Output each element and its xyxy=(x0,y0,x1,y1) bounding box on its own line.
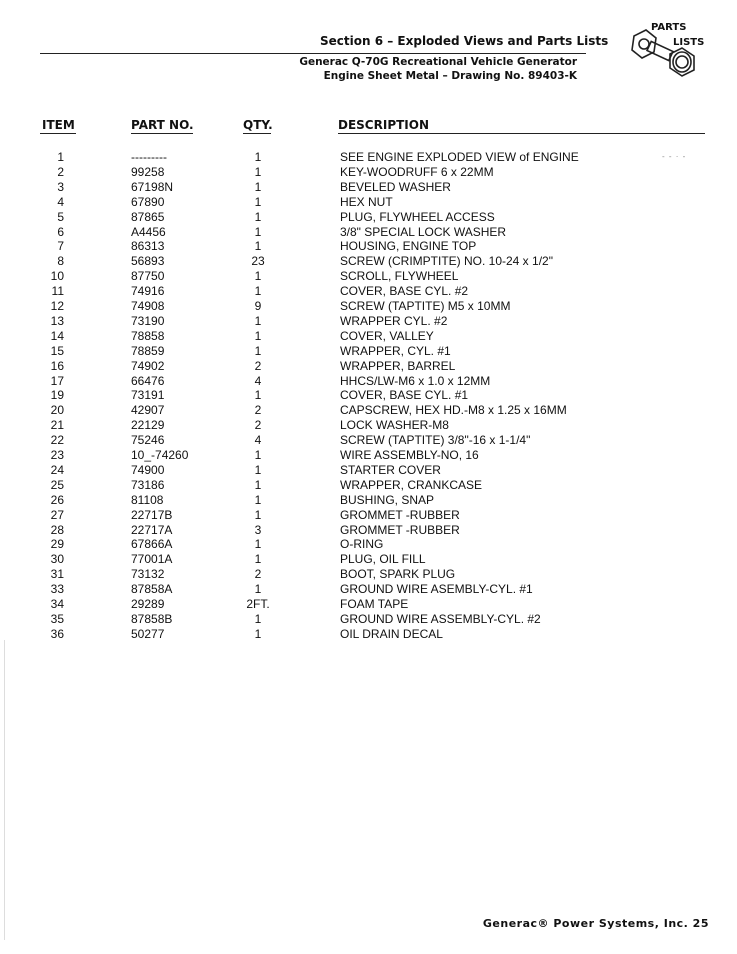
table-row xyxy=(0,329,737,344)
logo-lists-label: LISTS xyxy=(673,37,705,48)
table-row xyxy=(0,388,737,403)
item-number: 31 xyxy=(50,567,64,582)
section-title: Section 6 – Exploded Views and Parts Lists xyxy=(320,34,609,48)
part-number: 56893 xyxy=(131,254,165,269)
description: OIL DRAIN DECAL xyxy=(340,626,443,641)
description: COVER, BASE CYL. #1 xyxy=(340,388,469,403)
table-row xyxy=(0,374,737,389)
quantity: 1 xyxy=(254,179,262,194)
description: FOAM TAPE xyxy=(340,597,409,611)
description: 3/8" SPECIAL LOCK WASHER xyxy=(340,224,507,239)
item-number: 20 xyxy=(50,403,64,418)
part-number: 99258 xyxy=(131,164,165,179)
item-number: 12 xyxy=(50,299,64,313)
part-number: 73191 xyxy=(131,388,165,403)
description: GROMMET -RUBBER xyxy=(340,522,460,537)
quantity: 1 xyxy=(254,269,262,284)
table-row xyxy=(0,523,737,538)
quantity: 2 xyxy=(254,567,262,582)
part-number: 73132 xyxy=(131,567,165,582)
part-number: --------- xyxy=(131,150,167,164)
description: WRAPPER, CYL. #1 xyxy=(340,343,451,358)
table-row xyxy=(0,433,737,448)
description: STARTER COVER xyxy=(340,462,441,477)
table-row xyxy=(0,299,737,314)
part-number: 86313 xyxy=(131,239,165,254)
table-row xyxy=(0,344,737,359)
table-row xyxy=(0,418,737,433)
quantity: 1 xyxy=(254,150,262,164)
description: BEVELED WASHER xyxy=(340,179,451,194)
part-number: 74908 xyxy=(131,299,165,313)
part-number: 74902 xyxy=(131,358,165,373)
item-number: 22 xyxy=(50,433,64,448)
part-number: 73186 xyxy=(131,477,165,492)
item-number: 29 xyxy=(50,537,64,552)
table-row xyxy=(0,478,737,493)
table-row xyxy=(0,597,737,612)
description: SEE ENGINE EXPLODED VIEW of ENGINE xyxy=(340,150,579,164)
quantity: 1 xyxy=(254,284,262,299)
part-number: 66476 xyxy=(131,373,165,388)
item-number: 27 xyxy=(50,507,64,522)
description: PLUG, OIL FILL xyxy=(340,552,426,567)
part-number: 87858A xyxy=(131,582,173,597)
part-number: 77001A xyxy=(131,552,173,567)
description: SCREW (TAPTITE) M5 x 10MM xyxy=(340,299,511,313)
part-number: 29289 xyxy=(131,597,165,611)
quantity: 2 xyxy=(254,403,262,418)
quantity: 1 xyxy=(254,626,262,641)
description: GROUND WIRE ASSEMBLY-CYL. #2 xyxy=(340,611,541,626)
item-number: 5 xyxy=(57,209,64,224)
table-row xyxy=(0,567,737,582)
table-row xyxy=(0,225,737,240)
part-number: 22717A xyxy=(131,522,173,537)
quantity: 4 xyxy=(254,373,262,388)
quantity: 3 xyxy=(254,522,262,537)
quantity: 1 xyxy=(254,209,262,224)
item-number: 19 xyxy=(50,388,64,403)
part-number: A4456 xyxy=(131,224,166,239)
part-number: 75246 xyxy=(131,433,165,448)
item-number: 30 xyxy=(50,552,64,567)
table-row xyxy=(0,195,737,210)
part-number: 50277 xyxy=(131,626,165,641)
description: WRAPPER, BARREL xyxy=(340,358,456,373)
description: COVER, VALLEY xyxy=(340,328,434,343)
table-row xyxy=(0,359,737,374)
description: BOOT, SPARK PLUG xyxy=(340,567,456,582)
part-number: 81108 xyxy=(131,492,164,507)
item-number: 34 xyxy=(50,597,64,611)
quantity: 1 xyxy=(254,164,262,179)
quantity: 1 xyxy=(254,462,262,477)
part-number: 67198N xyxy=(131,179,174,194)
item-number: 28 xyxy=(50,522,64,537)
description: HOUSING, ENGINE TOP xyxy=(340,239,477,254)
table-row xyxy=(0,150,737,165)
item-number: 11 xyxy=(51,284,64,299)
item-number: 21 xyxy=(50,418,64,433)
part-number: 87750 xyxy=(131,269,165,284)
description: HHCS/LW-M6 x 1.0 x 12MM xyxy=(340,373,491,388)
quantity: 2 xyxy=(254,418,262,433)
part-number: 73190 xyxy=(131,313,165,328)
table-row xyxy=(0,314,737,329)
description: LOCK WASHER-M8 xyxy=(340,418,449,433)
description: WRAPPER CYL. #2 xyxy=(340,313,448,328)
part-number: 42907 xyxy=(131,403,165,418)
part-number: 10_-74260 xyxy=(131,448,189,462)
item-number: 14 xyxy=(50,328,64,343)
quantity: 1 xyxy=(254,477,262,492)
table-row xyxy=(0,537,737,552)
column-header-qty: QTY. xyxy=(243,118,273,132)
item-number: 6 xyxy=(57,224,64,239)
page-footer: Generac® Power Systems, Inc. 25 xyxy=(482,917,709,930)
quantity: 1 xyxy=(254,388,262,403)
quantity: 1 xyxy=(254,492,262,507)
description: HEX NUT xyxy=(340,194,393,209)
item-number: 35 xyxy=(50,611,64,626)
description-column-rule xyxy=(338,133,705,134)
drawing-title: Engine Sheet Metal – Drawing No. 89403-K xyxy=(323,70,577,82)
column-header-part-no: PART NO. xyxy=(131,118,194,132)
table-row xyxy=(0,403,737,418)
table-row xyxy=(0,493,737,508)
quantity: 9 xyxy=(254,299,262,313)
item-number: 7 xyxy=(57,239,64,254)
part-number: 22717B xyxy=(131,507,173,522)
quantity: 1 xyxy=(254,224,262,239)
table-row xyxy=(0,165,737,180)
item-number: 26 xyxy=(50,492,64,507)
item-number: 2 xyxy=(57,164,64,179)
description: SCREW (TAPTITE) 3/8"-16 x 1-1/4" xyxy=(340,433,531,448)
table-row xyxy=(0,552,737,567)
description: COVER, BASE CYL. #2 xyxy=(340,284,469,299)
table-row xyxy=(0,508,737,523)
table-row xyxy=(0,269,737,284)
item-number: 23 xyxy=(50,448,64,462)
table-row xyxy=(0,582,737,597)
header-divider xyxy=(40,53,586,54)
part-number: 78858 xyxy=(131,328,165,343)
quantity: 1 xyxy=(254,507,262,522)
item-number: 4 xyxy=(57,194,64,209)
table-row xyxy=(0,254,737,269)
part-number: 87858B xyxy=(131,611,173,626)
description: O-RING xyxy=(340,537,384,552)
item-number: 3 xyxy=(57,179,64,194)
part-number: 22129 xyxy=(131,418,165,433)
description: CAPSCREW, HEX HD.-M8 x 1.25 x 16MM xyxy=(340,403,567,418)
quantity: 4 xyxy=(254,433,262,448)
description: PLUG, FLYWHEEL ACCESS xyxy=(340,209,495,224)
description: KEY-WOODRUFF 6 x 22MM xyxy=(340,164,494,179)
part-number: 67890 xyxy=(131,194,165,209)
part-number: 78859 xyxy=(131,343,165,358)
quantity: 1 xyxy=(254,582,262,597)
item-number: 13 xyxy=(50,313,64,328)
item-number: 15 xyxy=(50,343,64,358)
quantity: 1 xyxy=(254,343,262,358)
quantity: 2FT. xyxy=(246,597,270,611)
part-number: 74900 xyxy=(131,462,165,477)
column-header-description: DESCRIPTION xyxy=(338,118,430,132)
part-number: 74916 xyxy=(131,284,165,299)
qty-column-rule xyxy=(243,133,271,134)
quantity: 1 xyxy=(254,194,262,209)
table-row xyxy=(0,448,737,463)
column-header-item: ITEM xyxy=(42,118,75,132)
description: SCREW (CRIMPTITE) NO. 10-24 x 1/2" xyxy=(340,254,553,269)
quantity: 1 xyxy=(254,313,262,328)
quantity: 2 xyxy=(254,358,262,373)
item-number: 16 xyxy=(50,358,64,373)
quantity: 1 xyxy=(254,552,262,567)
part-column-rule xyxy=(131,133,193,134)
item-number: 33 xyxy=(50,582,64,597)
part-number: 67866A xyxy=(131,537,173,552)
item-number: 10 xyxy=(50,269,64,284)
description: GROUND WIRE ASEMBLY-CYL. #1 xyxy=(340,582,533,597)
item-number: 17 xyxy=(50,373,64,388)
table-row xyxy=(0,612,737,627)
description: GROMMET -RUBBER xyxy=(340,507,460,522)
item-number: 8 xyxy=(57,254,64,269)
table-row xyxy=(0,284,737,299)
quantity: 1 xyxy=(254,611,262,626)
item-number: 25 xyxy=(50,477,64,492)
quantity: 1 xyxy=(254,328,262,343)
item-column-rule xyxy=(40,133,76,134)
quantity: 1 xyxy=(254,239,262,254)
description: WRAPPER, CRANKCASE xyxy=(340,477,483,492)
description: WIRE ASSEMBLY-NO, 16 xyxy=(340,448,479,462)
table-row xyxy=(0,627,737,642)
item-number: 1 xyxy=(57,150,64,164)
table-row xyxy=(0,210,737,225)
item-number: 24 xyxy=(50,462,64,477)
logo-parts-label: PARTS xyxy=(651,22,687,33)
scan-edge-line xyxy=(4,640,5,940)
table-row xyxy=(0,463,737,478)
table-row xyxy=(0,239,737,254)
quantity: 1 xyxy=(254,448,262,462)
item-number: 36 xyxy=(50,626,64,641)
generator-model-title: Generac Q-70G Recreational Vehicle Generator xyxy=(299,56,577,68)
table-row xyxy=(0,180,737,195)
part-number: 87865 xyxy=(131,209,165,224)
quantity: 23 xyxy=(251,254,265,269)
stray-mark: - - · - xyxy=(662,152,687,161)
description: SCROLL, FLYWHEEL xyxy=(340,269,459,284)
quantity: 1 xyxy=(254,537,262,552)
description: BUSHING, SNAP xyxy=(340,492,435,507)
